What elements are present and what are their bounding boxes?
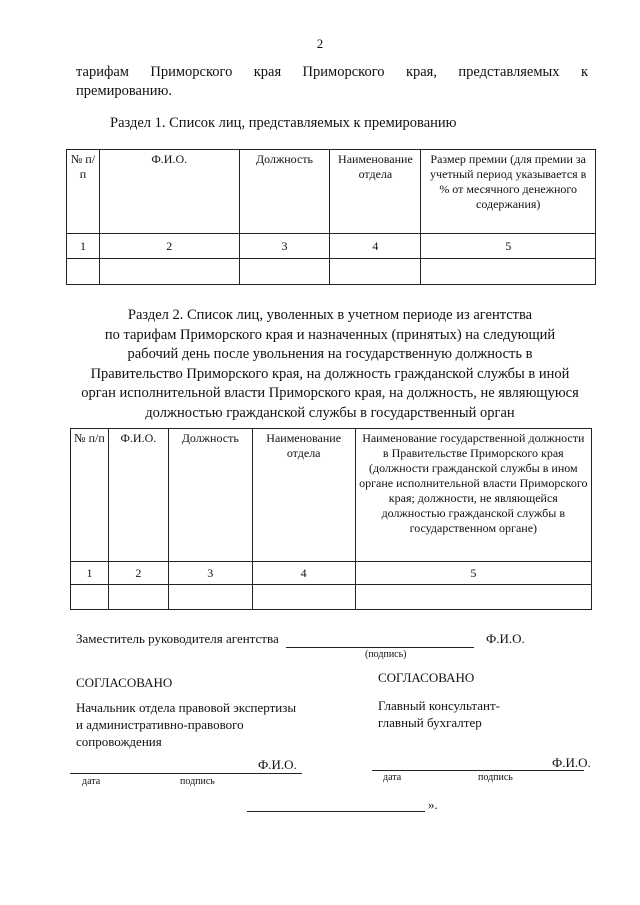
closing-mark: ». xyxy=(428,797,438,812)
position-line: главный бухгалтер xyxy=(378,715,482,730)
intro-word: Приморского xyxy=(302,64,385,80)
signature-line xyxy=(286,647,474,648)
empty-cell xyxy=(421,259,596,285)
number-cell: 1 xyxy=(67,234,100,259)
right-date-caption: дата xyxy=(383,772,402,783)
table-empty-row xyxy=(67,259,596,285)
intro-word: представляемых xyxy=(458,64,560,80)
closing-line xyxy=(247,811,425,812)
header-cell: Наименование отдела xyxy=(330,150,421,234)
header-cell: № п/п xyxy=(67,150,100,234)
intro-paragraph xyxy=(76,63,588,101)
empty-cell xyxy=(239,259,330,285)
number-cell: 3 xyxy=(239,234,330,259)
empty-cell xyxy=(99,259,239,285)
section-2-title-line: по тарифам Приморского края и назначенных (принятых) на следующий xyxy=(104,326,556,343)
number-cell: 2 xyxy=(99,234,239,259)
section-2-title xyxy=(70,306,590,423)
section-2-title-line: Правительство Приморского края, на должность гражданской службы в иной xyxy=(90,365,570,382)
position-line: и административно-правового xyxy=(76,717,244,732)
intro-line-2: премированию. xyxy=(76,83,172,99)
approval-right-position xyxy=(378,697,500,731)
table-number-row xyxy=(71,562,592,585)
header-cell: Наименование отдела xyxy=(252,429,355,562)
approval-left-heading: СОГЛАСОВАНО xyxy=(76,675,173,690)
empty-cell xyxy=(71,585,109,610)
deputy-fio: Ф.И.О. xyxy=(486,631,525,646)
number-cell: 3 xyxy=(168,562,252,585)
header-cell: Должность xyxy=(239,150,330,234)
number-cell: 5 xyxy=(355,562,591,585)
left-date-caption: дата xyxy=(82,776,101,787)
header-cell: Должность xyxy=(168,429,252,562)
position-line: сопровождения xyxy=(76,734,162,749)
number-cell: 4 xyxy=(252,562,355,585)
intro-word: края, xyxy=(405,64,437,80)
section-2-title-line: должностью гражданской службы в государственный орган xyxy=(145,404,515,421)
right-sign-caption: подпись xyxy=(478,772,513,783)
header-cell: Ф.И.О. xyxy=(108,429,168,562)
header-cell: Ф.И.О. xyxy=(99,150,239,234)
section-2-title-line: орган исполнительной власти Приморского края, на должность, не являющуюся xyxy=(81,385,579,401)
left-signature-line xyxy=(70,773,302,774)
table-number-row xyxy=(67,234,596,259)
empty-cell xyxy=(252,585,355,610)
intro-word: края xyxy=(253,64,282,80)
number-cell: 2 xyxy=(108,562,168,585)
empty-cell xyxy=(168,585,252,610)
empty-cell xyxy=(108,585,168,610)
table-header-row xyxy=(71,429,592,562)
empty-cell xyxy=(67,259,100,285)
deputy-label: Заместитель руководителя агентства xyxy=(76,631,279,646)
left-fio: Ф.И.О. xyxy=(258,757,297,772)
intro-word: Приморского xyxy=(150,64,233,80)
intro-line-1 xyxy=(76,63,588,82)
number-cell: 1 xyxy=(71,562,109,585)
approval-left-position xyxy=(76,699,296,750)
empty-cell xyxy=(355,585,591,610)
podpis-caption: (подпись) xyxy=(365,649,407,660)
number-cell: 5 xyxy=(421,234,596,259)
section-1-title: Раздел 1. Список лиц, представляемых к премированию xyxy=(110,115,457,131)
header-cell: Размер премии (для премии за учетный период указывается в % от месячного денежного содержания) xyxy=(421,150,596,234)
intro-word: к xyxy=(580,64,588,80)
section-2-title-line: рабочий день после увольнения на государственную должность в xyxy=(127,346,533,362)
table-empty-row xyxy=(71,585,592,610)
table-header-row xyxy=(67,150,596,234)
position-line: Главный консультант- xyxy=(378,698,500,713)
section-2-title-line: Раздел 2. Список лиц, уволенных в учетном периоде из агентства xyxy=(127,307,533,323)
approval-right-heading: СОГЛАСОВАНО xyxy=(378,670,475,685)
right-fio: Ф.И.О. xyxy=(552,755,591,770)
empty-cell xyxy=(330,259,421,285)
number-cell: 4 xyxy=(330,234,421,259)
header-cell: № п/п xyxy=(71,429,109,562)
left-sign-caption: подпись xyxy=(180,776,215,787)
page-number: 2 xyxy=(316,36,324,51)
section-2-table xyxy=(70,428,592,610)
intro-word: тарифам xyxy=(76,64,129,80)
position-line: Начальник отдела правовой экспертизы xyxy=(76,700,297,715)
header-cell: Наименование государственной должности в Правительстве Приморского края (должности гражданской службы в ином органе исполнительной власти Приморского края; должности, не являющейся должностью гражданской службы в государственном органе) xyxy=(355,429,591,562)
section-1-table xyxy=(66,149,596,285)
